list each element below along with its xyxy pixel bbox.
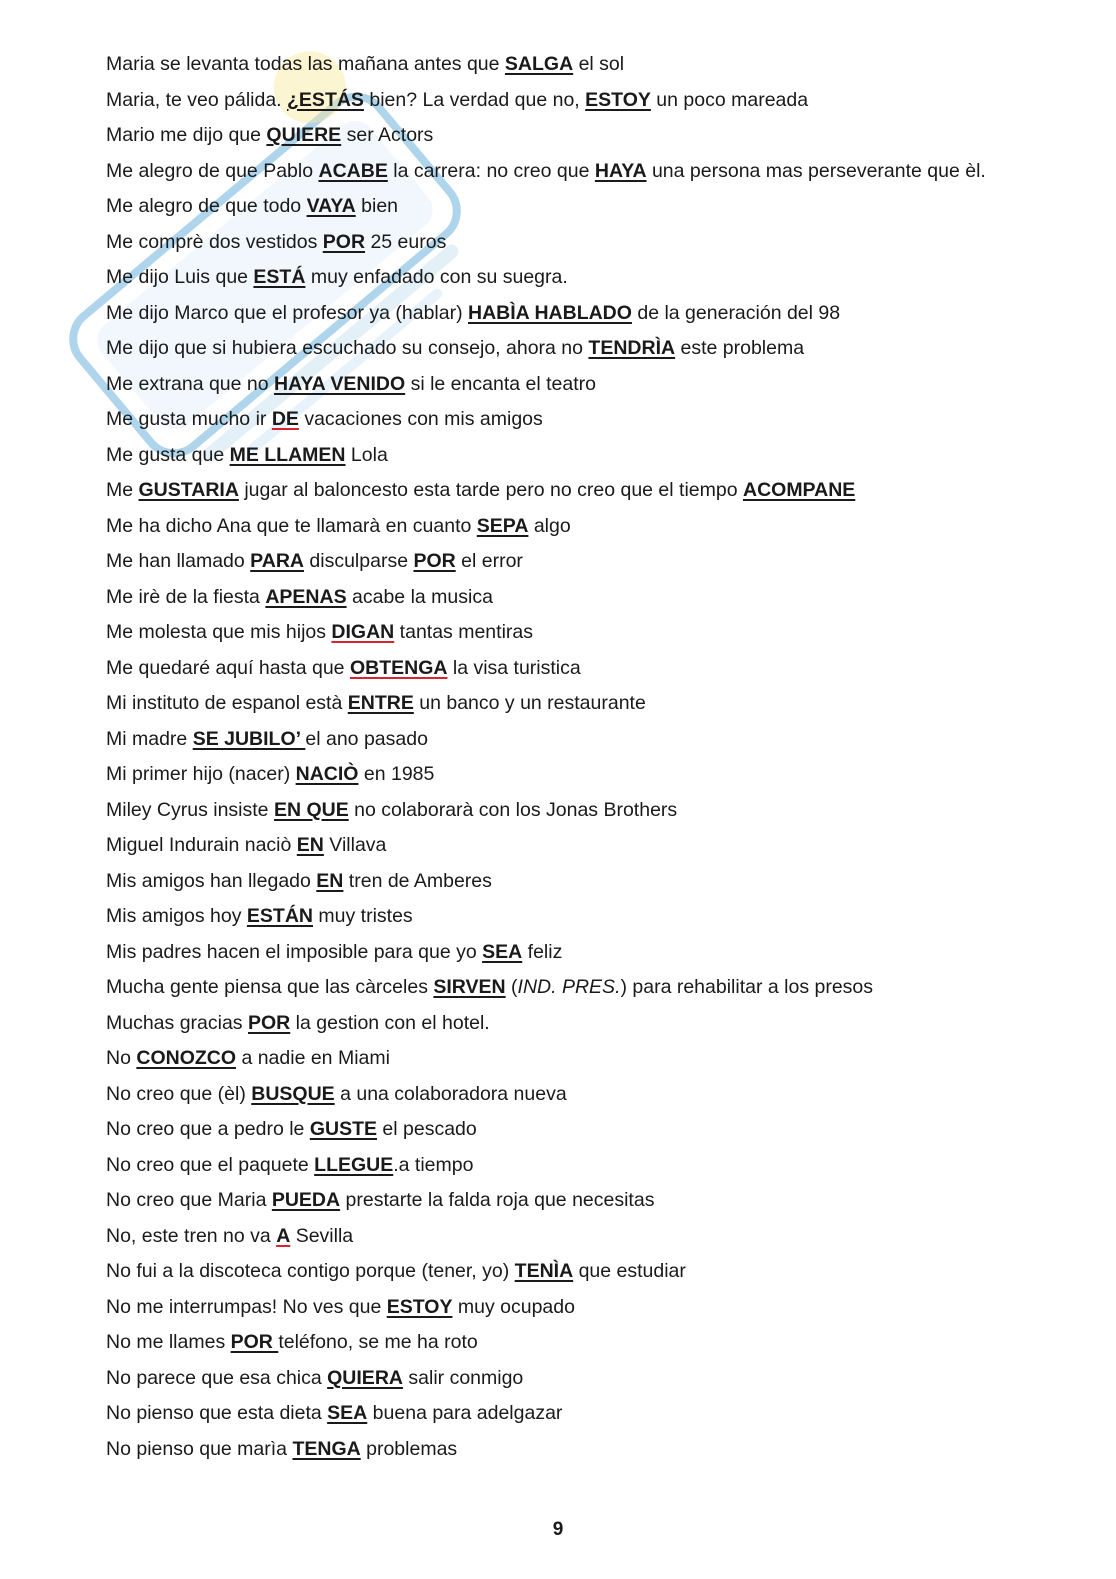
sentence-line — [106, 615, 1096, 651]
sentence-line — [106, 1219, 1096, 1255]
answer-highlight: A — [276, 1224, 291, 1247]
answer-highlight: PARA — [250, 550, 304, 572]
sentence-line — [106, 686, 1096, 722]
sentence-text: muy tristes — [312, 905, 413, 927]
sentence-text: Mi instituto de espanol està — [106, 692, 348, 714]
answer-highlight: ¿ESTÁS — [287, 88, 364, 111]
sentence-text: el pescado — [377, 1118, 477, 1140]
sentence-text: No creo que el paquete — [106, 1153, 315, 1176]
answer-highlight: QUIERA — [327, 1366, 403, 1389]
sentence-text: un poco mareada — [650, 88, 809, 111]
answer-highlight: ESTÁN — [246, 905, 313, 927]
sentence-text: No pienso que esta dieta — [106, 1402, 328, 1424]
tense-note: IND. PRES. — [517, 976, 621, 998]
sentence-line — [106, 793, 1096, 829]
sentence-line — [106, 509, 1096, 545]
sentence-line — [106, 651, 1096, 687]
sentence-line — [106, 1112, 1096, 1148]
sentence-text: Maria se levanta todas las mañana antes que — [106, 53, 505, 75]
sentence-text: el ano pasado — [305, 727, 428, 750]
sentence-text: a una colaboradora nueva — [334, 1082, 567, 1105]
sentence-line — [106, 189, 1096, 225]
sentence-text: ) para rehabilitar a los presos — [620, 976, 874, 998]
sentence-line — [106, 83, 1096, 119]
sentence-line — [106, 935, 1096, 971]
sentence-text: No parece que esa chica — [106, 1366, 328, 1389]
answer-highlight: QUIERE — [266, 124, 342, 146]
sentence-line — [106, 438, 1096, 474]
sentence-text: buena para adelgazar — [367, 1402, 563, 1424]
sentence-text: una persona mas perseverante que èl. — [646, 159, 986, 182]
answer-highlight: SIRVEN — [433, 976, 506, 998]
sentence-text: No pienso que marìa — [106, 1437, 293, 1460]
answer-highlight: LLEGUE — [314, 1153, 394, 1176]
sentence-text: Me ha dicho Ana que te llamarà en cuanto — [106, 514, 477, 537]
sentence-text: este problema — [675, 337, 805, 359]
sentence-line — [106, 722, 1096, 758]
sentence-line — [106, 970, 1096, 1006]
sentence-text: Villava — [323, 834, 387, 856]
sentence-line — [106, 1183, 1096, 1219]
sentence-text: No fui a la discoteca contigo porque (tener, yo) — [106, 1260, 515, 1282]
sentence-text: Me molesta que mis hijos — [106, 621, 332, 643]
answer-highlight: SE JUBILO’ — [192, 727, 306, 750]
sentence-text: No me interrumpas! No ves que — [106, 1295, 387, 1318]
sentence-line — [106, 296, 1096, 332]
answer-highlight: POR — [230, 1331, 279, 1353]
sentence-text: Mi primer hijo (nacer) — [106, 763, 296, 785]
sentence-text: 25 euros — [365, 230, 447, 253]
sentence-text: si le encanta el teatro — [405, 372, 596, 395]
sentence-text: Mis amigos hoy — [106, 905, 247, 927]
sentence-text: teléfono, se me ha roto — [278, 1331, 478, 1353]
answer-highlight: BUSQUE — [251, 1082, 335, 1105]
sentence-text: Maria, te veo pálida. — [106, 88, 288, 111]
sentence-text: el error — [455, 550, 523, 572]
answer-highlight: SEA — [482, 940, 523, 963]
sentence-line — [106, 260, 1096, 296]
sentence-text: Me dijo Luis que — [106, 266, 254, 288]
sentence-text: prestarte la falda roja que necesitas — [340, 1189, 655, 1211]
sentence-list — [106, 47, 1096, 1467]
answer-highlight: HAYA — [594, 159, 647, 182]
sentence-text: algo — [528, 514, 571, 537]
sentence-text: No creo que Maria — [106, 1189, 272, 1211]
sentence-text: feliz — [522, 940, 563, 963]
sentence-line — [106, 1325, 1096, 1361]
sentence-text: Me — [106, 479, 139, 501]
sentence-line — [106, 1432, 1096, 1468]
sentence-line — [106, 1290, 1096, 1326]
answer-highlight: ACOMPANE — [742, 479, 856, 501]
sentence-line — [106, 1006, 1096, 1042]
sentence-line — [106, 225, 1096, 261]
answer-highlight: CONOZCO — [136, 1047, 237, 1069]
sentence-text: Sevilla — [290, 1224, 354, 1247]
answer-highlight: SEPA — [476, 514, 529, 537]
answer-highlight: GUSTE — [309, 1118, 377, 1140]
sentence-text: No — [106, 1047, 137, 1069]
sentence-text: Mario me dijo que — [106, 124, 267, 146]
answer-highlight: POR — [413, 550, 456, 572]
sentence-line — [106, 1041, 1096, 1077]
sentence-line — [106, 331, 1096, 367]
sentence-line — [106, 1396, 1096, 1432]
answer-highlight: APENAS — [265, 585, 347, 608]
sentence-text: .a tiempo — [393, 1153, 474, 1176]
sentence-line — [106, 1254, 1096, 1290]
answer-highlight: DIGAN — [331, 621, 395, 643]
sentence-text: Me gusta mucho ir — [106, 408, 272, 430]
sentence-line — [106, 1361, 1096, 1397]
answer-highlight: ACABE — [318, 159, 388, 182]
sentence-text: acabe la musica — [346, 585, 493, 608]
sentence-text: Me irè de la fiesta — [106, 585, 266, 608]
sentence-text: Me dijo que si hubiera escuchado su consejo, ahora no — [106, 337, 589, 359]
answer-highlight: POR — [322, 230, 366, 253]
sentence-line — [106, 367, 1096, 403]
answer-highlight: OBTENGA — [349, 656, 448, 679]
sentence-text: vacaciones con mis amigos — [298, 408, 543, 430]
answer-highlight: EN — [296, 834, 324, 856]
sentence-line — [106, 473, 1096, 509]
answer-highlight: PUEDA — [271, 1189, 341, 1211]
sentence-text: No me llames — [106, 1331, 231, 1353]
sentence-text: Mis padres hacen el imposible para que yo — [106, 940, 483, 963]
sentence-text: el sol — [573, 53, 625, 75]
sentence-text: ( — [505, 976, 518, 998]
sentence-text: muy enfadado con su suegra. — [305, 266, 568, 288]
answer-highlight: TENDRÌA — [588, 337, 676, 359]
sentence-line — [106, 402, 1096, 438]
answer-highlight: VAYA — [306, 195, 356, 217]
sentence-text: Me alegro de que Pablo — [106, 159, 319, 182]
sentence-text: un banco y un restaurante — [413, 692, 646, 714]
sentence-text: ser Actors — [341, 124, 434, 146]
sentence-text: Lola — [345, 443, 388, 466]
sentence-line — [106, 580, 1096, 616]
answer-highlight: GUSTARIA — [138, 479, 239, 501]
answer-highlight: TENGA — [292, 1437, 361, 1460]
sentence-text: No, este tren no va — [106, 1224, 277, 1247]
sentence-line — [106, 864, 1096, 900]
sentence-text: Me extrana que no — [106, 372, 275, 395]
sentence-text: disculparse — [303, 550, 414, 572]
sentence-line — [106, 1077, 1096, 1113]
sentence-text: de la generación del 98 — [631, 301, 841, 324]
sentence-text: jugar al baloncesto esta tarde pero no creo que el tiempo — [238, 479, 743, 501]
sentence-text: salir conmigo — [402, 1366, 524, 1389]
sentence-text: Me quedaré aquí hasta que — [106, 656, 350, 679]
sentence-line — [106, 118, 1096, 154]
answer-highlight: EN — [316, 869, 344, 892]
sentence-line — [106, 47, 1096, 83]
sentence-text: problemas — [360, 1437, 458, 1460]
sentence-line — [106, 757, 1096, 793]
sentence-line — [106, 828, 1096, 864]
sentence-text: Me han llamado — [106, 550, 251, 572]
sentence-text: la carrera: no creo que — [387, 159, 595, 182]
sentence-line — [106, 1148, 1096, 1184]
answer-highlight: NACIÒ — [295, 763, 359, 785]
sentence-line — [106, 154, 1096, 190]
sentence-text: no colaborarà con los Jonas Brothers — [348, 798, 678, 821]
sentence-text: Me comprè dos vestidos — [106, 230, 323, 253]
answer-highlight: ENTRE — [347, 692, 414, 714]
sentence-text: Me dijo Marco que el profesor ya (hablar) — [106, 301, 468, 324]
answer-highlight: DE — [271, 408, 299, 430]
sentence-text: a nadie en Miami — [236, 1047, 390, 1069]
sentence-text: bien? La verdad que no, — [363, 88, 586, 111]
sentence-text: Miley Cyrus insiste — [106, 798, 274, 821]
sentence-text: tren de Amberes — [343, 869, 492, 892]
sentence-text: Me alegro de que todo — [106, 195, 307, 217]
sentence-text: que estudiar — [573, 1260, 686, 1282]
sentence-line — [106, 899, 1096, 935]
answer-highlight: HABÌA HABLADO — [468, 301, 632, 324]
sentence-text: la visa turistica — [447, 656, 581, 679]
sentence-text: Mis amigos han llegado — [106, 869, 317, 892]
sentence-text: tantas mentiras — [394, 621, 533, 643]
sentence-text: No creo que a pedro le — [106, 1118, 310, 1140]
answer-highlight: ME LLAMEN — [229, 443, 346, 466]
answer-highlight: TENÌA — [514, 1260, 574, 1282]
sentence-text: No creo que (èl) — [106, 1082, 252, 1105]
answer-highlight: POR — [247, 1011, 291, 1034]
sentence-text: en 1985 — [358, 763, 435, 785]
answer-highlight: SALGA — [504, 53, 574, 75]
sentence-text: Miguel Indurain naciò — [106, 834, 297, 856]
sentence-text: bien — [355, 195, 399, 217]
answer-highlight: ESTOY — [386, 1295, 453, 1318]
answer-highlight: ESTÁ — [253, 266, 306, 288]
sentence-text: Muchas gracias — [106, 1011, 248, 1034]
answer-highlight: ESTOY — [585, 88, 651, 111]
answer-highlight: EN QUE — [273, 798, 349, 821]
sentence-text: la gestion con el hotel. — [290, 1011, 490, 1034]
answer-highlight: SEA — [327, 1402, 368, 1424]
sentence-text: Me gusta que — [106, 443, 230, 466]
sentence-text: muy ocupado — [452, 1295, 575, 1318]
sentence-line — [106, 544, 1096, 580]
page-number: 9 — [552, 1519, 564, 1540]
sentence-text: Mucha gente piensa que las càrceles — [106, 976, 434, 998]
sentence-text: Mi madre — [106, 727, 193, 750]
answer-highlight: HAYA VENIDO — [274, 372, 406, 395]
